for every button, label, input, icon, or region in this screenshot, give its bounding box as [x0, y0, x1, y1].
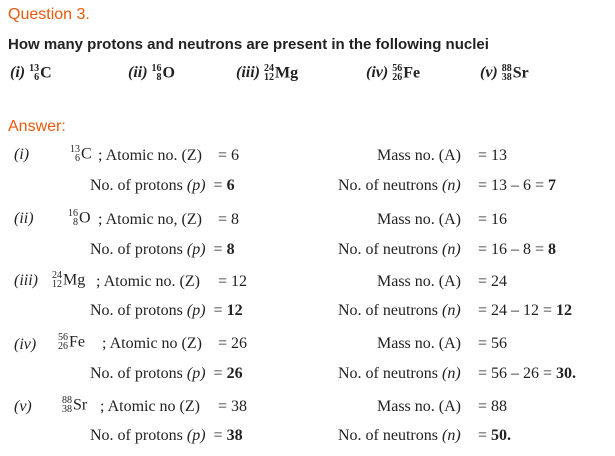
neutrons-text: No. of neutrons (n) [338, 302, 461, 319]
row-label: (v) [14, 398, 32, 415]
nuclide-symbol: O [162, 64, 175, 82]
protons-line: No. of protons (p) = 8 [90, 241, 235, 258]
mass-no-value: = 56 [478, 335, 508, 352]
neutrons-text: No. of neutrons (n) [338, 177, 461, 194]
atomic-no-value: = 8 [218, 211, 240, 228]
nuclide-symbol: C [40, 64, 52, 82]
atomic-no-text: ; Atomic no. (Z) [98, 147, 202, 164]
nuclide-indices: 13 6 [29, 63, 40, 84]
protons-line: No. of protons (p) = 38 [90, 427, 243, 444]
atomic-no-value: = 12 [218, 273, 248, 290]
mass-no-value: = 88 [478, 398, 508, 415]
mass-no-text: Mass no. (A) [377, 211, 461, 228]
mass-no-value: = 16 [478, 211, 508, 228]
mass-no-text: Mass no. (A) [377, 398, 461, 415]
nuclide-label: (iv) [366, 64, 389, 81]
row-nuclide: 24 12 Mg [52, 270, 86, 291]
nuclide-list-item-3 [236, 64, 298, 82]
row-nuclide: 56 26 Fe [58, 332, 85, 353]
nuclide-list-item-5 [480, 64, 529, 82]
protons-line: No. of protons (p) = 26 [90, 365, 243, 382]
neutrons-value: = 56 – 26 = 30. [478, 365, 577, 382]
nuclide-label: (ii) [128, 64, 148, 81]
row-label: (i) [14, 146, 30, 163]
atomic-no-text: ; Atomic no. (Z) [96, 273, 200, 290]
mass-no-text: Mass no. (A) [377, 147, 461, 164]
nuclide-indices: 16 8 [151, 63, 162, 84]
nuclide-symbol: Fe [403, 64, 421, 82]
neutrons-value: = 13 – 6 = 7 [478, 177, 557, 194]
atomic-no-text: ; Atomic no (Z) [102, 335, 202, 352]
row-label: (iv) [14, 336, 37, 353]
neutrons-value: = 50. [478, 427, 512, 444]
atomic-no-text: ; Atomic no, (Z) [98, 211, 202, 228]
row-label: (ii) [14, 210, 34, 227]
neutrons-text: No. of neutrons (n) [338, 241, 461, 258]
neutrons-value: = 16 – 8 = 8 [478, 241, 557, 258]
protons-line: No. of protons (p) = 12 [90, 302, 243, 319]
nuclide-label: (v) [480, 64, 498, 81]
row-nuclide: 16 8 O [68, 208, 91, 229]
mass-no-value: = 13 [478, 147, 508, 164]
question-heading: Question 3. [8, 6, 90, 23]
mass-no-text: Mass no. (A) [377, 335, 461, 352]
answer-heading: Answer: [8, 118, 66, 135]
row-label: (iii) [14, 272, 38, 289]
neutrons-value: = 24 – 12 = 12 [478, 302, 573, 319]
nuclide-label: (iii) [236, 64, 260, 81]
nuclide-indices: 56 26 [392, 63, 403, 84]
question-text: How many protons and neutrons are present in the following nuclei [8, 36, 489, 53]
nuclide-list-item-2 [128, 64, 175, 82]
neutrons-text: No. of neutrons (n) [338, 427, 461, 444]
mass-no-value: = 24 [478, 273, 508, 290]
nuclide-symbol: Sr [512, 64, 529, 82]
atomic-no-value: = 38 [218, 398, 248, 415]
atomic-no-value: = 6 [218, 147, 240, 164]
mass-no-text: Mass no. (A) [377, 273, 461, 290]
nuclide-label: (i) [10, 64, 26, 81]
neutrons-text: No. of neutrons (n) [338, 365, 461, 382]
nuclide-list-item-4 [366, 64, 420, 82]
nuclide-indices: 24 12 [264, 63, 274, 84]
atomic-no-value: = 26 [218, 335, 248, 352]
atomic-no-text: ; Atomic no (Z) [100, 398, 200, 415]
nuclide-list-item-1 [10, 64, 52, 82]
row-nuclide: 88 38 Sr [62, 395, 88, 416]
row-nuclide: 13 6 C [70, 144, 92, 165]
nuclide-indices: 88 38 [501, 63, 512, 84]
protons-line: No. of protons (p) = 6 [90, 177, 235, 194]
nuclide-symbol: Mg [275, 64, 299, 82]
